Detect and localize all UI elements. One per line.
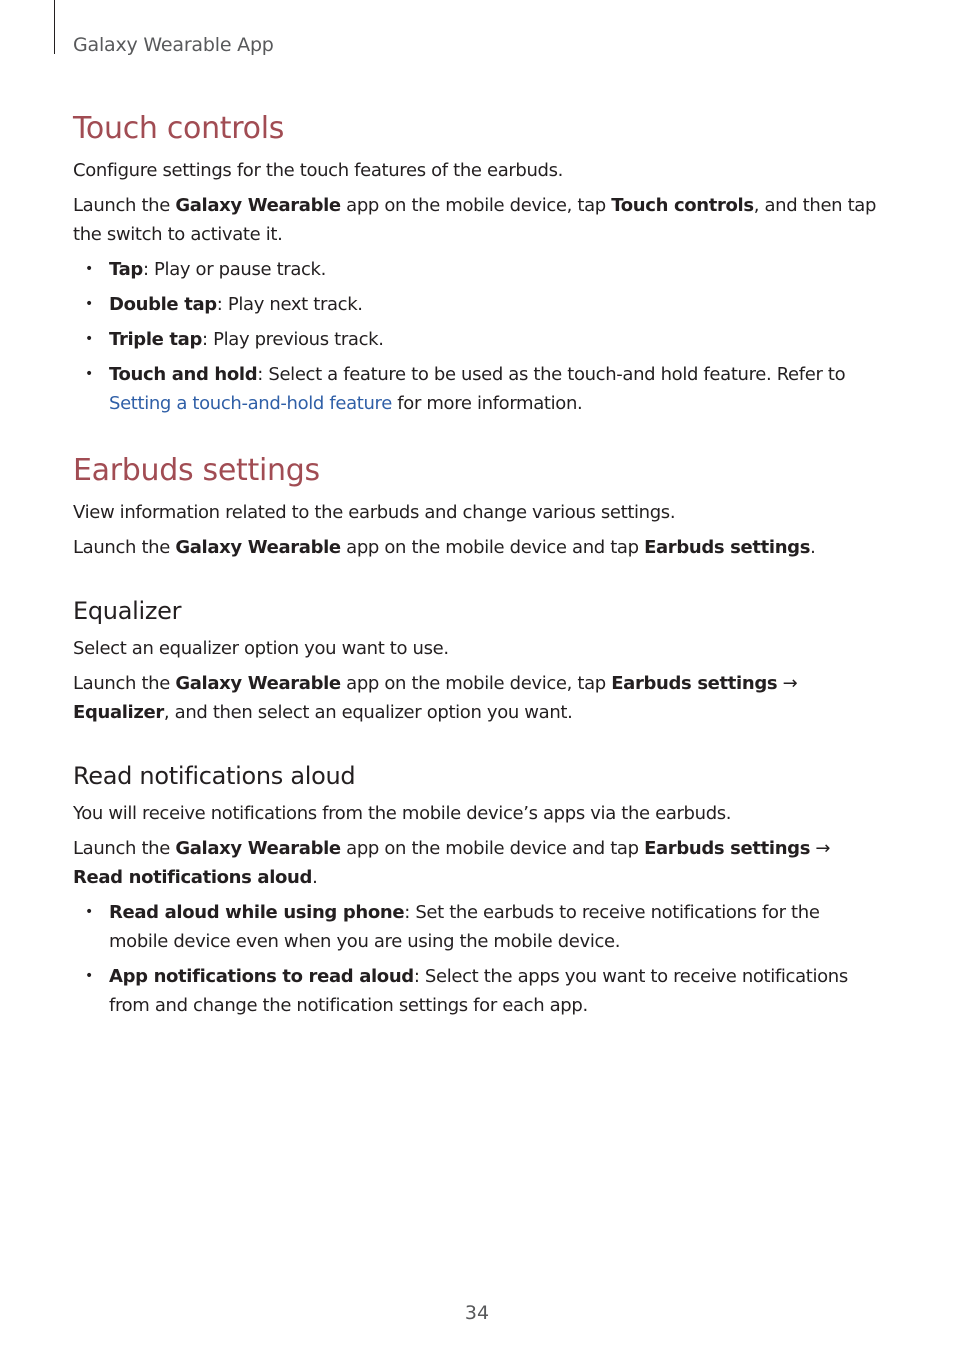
section-touch-controls (73, 108, 883, 418)
bullet-icon: • (85, 296, 93, 312)
equalizer-intro: Select an equalizer option you want to use. (73, 638, 449, 659)
bullet-icon: • (85, 904, 93, 920)
section-equalizer (73, 594, 883, 727)
earbuds-settings-launch: Launch the Galaxy Wearable app on the mobile device and tap Earbuds settings. (73, 537, 816, 558)
running-header: Galaxy Wearable App (73, 34, 274, 56)
bullet-icon: • (85, 366, 93, 382)
section-earbuds-settings (73, 450, 883, 562)
list-item-triple-tap: • Triple tap: Play previous track. (73, 325, 883, 354)
list-item-read-aloud-while-using-phone: • Read aloud while using phone: Set the earbuds to receive notifications for the mobile device even when you are using the mobile device. (73, 898, 883, 956)
section-read-notifications (73, 759, 883, 1020)
read-notifications-list (73, 898, 883, 1020)
heading-read-notifications: Read notifications aloud (73, 762, 356, 790)
link-touch-and-hold-feature[interactable]: Setting a touch-and-hold feature (109, 393, 392, 414)
list-item-app-notifications-to-read-aloud: • App notifications to read aloud: Select the apps you want to receive notifications from and change the notification settings for each app. (73, 962, 883, 1020)
heading-equalizer: Equalizer (73, 597, 182, 625)
list-item-tap: • Tap: Play or pause track. (73, 255, 883, 284)
page-content (73, 108, 883, 1020)
earbuds-settings-intro: View information related to the earbuds and change various settings. (73, 502, 676, 523)
read-notifications-launch: Launch the Galaxy Wearable app on the mobile device and tap Earbuds settings → Read notifications aloud. (73, 838, 831, 888)
bullet-icon: • (85, 331, 93, 347)
read-notifications-intro: You will receive notifications from the mobile device’s apps via the earbuds. (73, 803, 732, 824)
touch-controls-list (73, 255, 883, 418)
equalizer-launch: Launch the Galaxy Wearable app on the mobile device, tap Earbuds settings → Equalizer, and then select an equalizer option you want. (73, 673, 798, 723)
bullet-icon: • (85, 261, 93, 277)
list-item-double-tap: • Double tap: Play next track. (73, 290, 883, 319)
page-number: 34 (464, 1302, 490, 1324)
list-item-touch-and-hold: • Touch and hold: Select a feature to be used as the touch-and hold feature. Refer to Setting a touch-and-hold feature for more information. (73, 360, 883, 418)
touch-controls-intro: Configure settings for the touch features of the earbuds. (73, 160, 564, 181)
heading-touch-controls: Touch controls (73, 111, 285, 146)
touch-controls-launch: Launch the Galaxy Wearable app on the mobile device, tap Touch controls, and then tap the switch to activate it. (73, 195, 877, 245)
heading-earbuds-settings: Earbuds settings (73, 453, 320, 488)
bullet-icon: • (85, 968, 93, 984)
margin-rule (54, 0, 55, 54)
